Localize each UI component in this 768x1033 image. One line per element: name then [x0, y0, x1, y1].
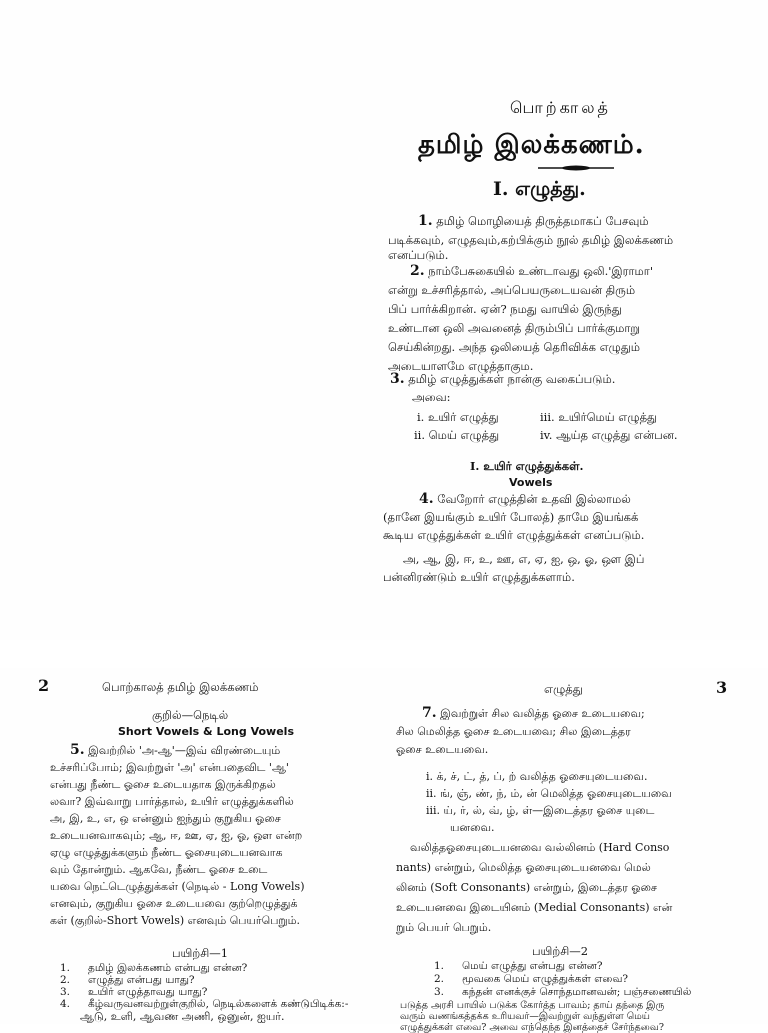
paragraph-2: [388, 262, 754, 376]
question: 2. எழுத்து என்பது யாது?: [60, 974, 195, 986]
para-line: தமிழ் எழுத்துக்கள் நான்கு வகைப்படும்.: [408, 372, 616, 386]
para-number: 5.: [70, 742, 85, 758]
para-line: வேறோர் எழுத்தின் உதவி இல்லாமல்: [437, 492, 631, 506]
exercise-questions: [434, 960, 691, 999]
section-heading-english: Short Vowels & Long Vowels: [118, 725, 294, 738]
section-heading: I. உயிர் எழுத்துக்கள்.: [470, 459, 584, 473]
para-line: வரும் வணங்கத்தக்க உரியவர்—இவற்றுள் வந்துள்ள மெய்: [400, 1011, 650, 1022]
para-line: லினம் (Soft Consonants) என்றும், இடைத்தர ஓசை: [396, 881, 658, 894]
page-3: [384, 668, 768, 1033]
consonant-groups: [426, 768, 756, 836]
exercise-heading: பயிற்சி—2: [532, 944, 589, 958]
para-line: படுத்த அரசி பாயில் படுக்க கோர்த்த பாவம்; தாய் தந்தை இரு: [400, 1000, 665, 1011]
exercise-tail: [400, 1000, 760, 1033]
question: 3. கந்தன் எனக்குச் சொந்தமானவன்; பஞ்சணையில்: [434, 986, 692, 998]
consonant-group-item: ii. ங், ஞ், ண், ந், ம், ன் மெலித்த ஓசையுடையவை: [426, 787, 672, 800]
para-line: படிக்கவும், எழுதவும்,கற்பிக்கும் நூல் தமிழ் இலக்கணம்: [388, 232, 674, 247]
para-line: வும் தோன்றும். ஆகவே, நீண்ட ஓசை உடை: [50, 863, 268, 876]
book-small-title: பொற்காலத்: [510, 98, 611, 117]
para-line: உடையனவை இடையினம் (Medial Consonants) என்: [396, 901, 673, 914]
running-header: எழுத்து: [544, 682, 583, 696]
para-line: இவற்றில் 'அ-ஆ'—இவ் விரண்டையும்: [88, 744, 281, 757]
para-line: உடையனவாகவும்; ஆ, ஈ, ஊ, ஏ, ஐ, ஓ, ஔ என்ற: [50, 829, 303, 842]
para-line: உண்டான ஒலி அவனைத் திரும்பிப் பார்க்குமாறு: [388, 321, 641, 335]
para-number: 2.: [410, 263, 425, 279]
question: 4. கீழ்வருவனவற்றுள்குறில், நெடில்களைக் கண்டுபிடிக்க:-: [60, 998, 349, 1010]
exercise-heading: பயிற்சி—1: [172, 946, 229, 960]
para-line: அவை:: [412, 390, 451, 404]
exercise-questions: [60, 962, 348, 1010]
consonant-group-item: iii. ய், ர், ல், வ், ழ், ள்—இடைத்தர ஓசை யுடை: [426, 804, 655, 817]
book-title: தமிழ் இலக்கணம்.: [418, 130, 645, 160]
para-line: யவை நெட்டெழுத்துக்கள் (நெடில் - Long Vowels): [50, 880, 305, 893]
consonant-group-item: i. க், ச், ட், த், ப், ற் வலித்த ஓசையுடையவை.: [426, 770, 648, 783]
para-line: சில மெலித்த ஓசை உடையவை; சில இடைத்தர: [396, 725, 631, 738]
para-line: தமிழ் மொழியைத் திருத்தமாகப் பேசவும்: [436, 214, 649, 228]
example-words: ஆடு, உளி, ஆவண அணி, ஒனுன், ஐயர்.: [80, 1010, 285, 1023]
section-heading-english: Vowels: [509, 476, 553, 489]
page-number: 2: [38, 676, 50, 695]
paragraph-3: [388, 370, 754, 406]
question: 3. உயிர் எழுத்தாவது யாது?: [60, 986, 208, 998]
para-line: கூடிய எழுத்துக்கள் உயிர் எழுத்துக்கள் எனப்படும்.: [383, 528, 645, 542]
paragraph-1: [388, 210, 754, 263]
type-item: iii. உயிர்மெய் எழுத்து: [540, 410, 658, 424]
para-line: எழுத்துக்கள் எவை? அவை எந்தெந்த இனத்தைச் சேர்ந்தவை?: [400, 1022, 664, 1033]
para-line: செய்கின்றது. அந்த ஒலியைத் தெரிவிக்க எழுதும்: [388, 340, 641, 354]
para-line: வலித்தஓசையுடையனவை வல்லினம் (Hard Conso: [410, 841, 670, 854]
type-item: i. உயிர் எழுத்து: [417, 410, 499, 424]
paragraph-5: [50, 742, 370, 929]
para-line: எனவும், குறுகிய ஓசை உடையவை குற்றெழுத்துக்: [50, 897, 298, 910]
paragraph-4: [383, 490, 759, 586]
para-line: கள் (குறில்-Short Vowels) எனவும் பெயர்பெறும்.: [50, 914, 300, 927]
running-header: பொற்காலத் தமிழ் இலக்கணம்: [102, 680, 259, 694]
section-heading: குறில்—நெடில்: [152, 708, 229, 722]
type-item: iv. ஆய்த எழுத்து என்பன.: [540, 428, 678, 442]
chapter-heading: I. எழுத்து.: [493, 178, 586, 200]
para-line: (தானே இயங்கும் உயிர் போலத்) தாமே இயங்கக்: [383, 510, 639, 524]
para-number: 7.: [422, 705, 437, 721]
page-2: [0, 668, 384, 1024]
question: 1. தமிழ் இலக்கணம் என்பது என்ன?: [60, 962, 248, 974]
page-number: 3: [716, 678, 728, 697]
para-line: அ, ஆ, இ, ஈ, உ, ஊ, எ, ஏ, ஐ, ஒ, ஓ, ஔ இப்: [403, 552, 645, 566]
para-line: ஏழு எழுத்துக்களும் நீண்ட ஓசையுடையனவாக: [50, 846, 283, 859]
para-line: என்பது நீண்ட ஓசை உடையதாக இருக்கிறதல்: [50, 778, 276, 791]
para-line: உச்சரிப்போம்; இவற்றுள் 'அ' என்பதைவிட 'ஆ': [50, 761, 289, 774]
para-line: அ, இ, உ, எ, ஒ என்னும் ஐந்தும் குறுகிய ஓசை: [50, 812, 281, 825]
title-ornament: [536, 164, 616, 172]
paragraph-7: [396, 704, 756, 759]
para-line: nants) என்றும், மெலித்த ஓசையுடையனவை மெல்: [396, 861, 651, 874]
para-line: பன்னிரண்டும் உயிர் எழுத்துக்களாம்.: [383, 570, 575, 584]
consonant-group-item: யனவை.: [450, 821, 495, 834]
para-number: 3.: [390, 371, 405, 387]
para-line: றும் பெயர் பெறும்.: [396, 921, 492, 934]
para-number: 4.: [419, 491, 434, 507]
para-line: எனப்படும்.: [388, 247, 449, 262]
para-line: லவா? இவ்வாறு பார்த்தால், உயிர் எழுத்துக்களில்: [50, 795, 294, 808]
para-number: 1.: [418, 213, 433, 229]
para-line: அடையாளமே எழுத்தாகும.: [388, 359, 534, 373]
type-item: ii. மெய் எழுத்து: [414, 428, 500, 442]
paragraph-consonant-names: [396, 838, 758, 938]
para-line: பிப் பார்க்கிறான். ஏன்? நமது வாயில் இருந்து: [388, 302, 622, 316]
para-line: நாம்பேசுகையில் உண்டாவது ஒலி.'இராமா': [428, 264, 653, 278]
para-line: இவற்றுள் சில வலித்த ஓசை உடையவை;: [440, 707, 645, 720]
para-line: என்று உச்சரித்தால், அப்பெயருடையவன் திரும்: [388, 283, 636, 297]
question: 2. மூவகை மெய் எழுத்துக்கள் எவை?: [434, 973, 629, 985]
question: 1. மெய் எழுத்து என்பது என்ன?: [434, 960, 603, 972]
para-line: ஓசை உடையவை.: [396, 743, 489, 756]
